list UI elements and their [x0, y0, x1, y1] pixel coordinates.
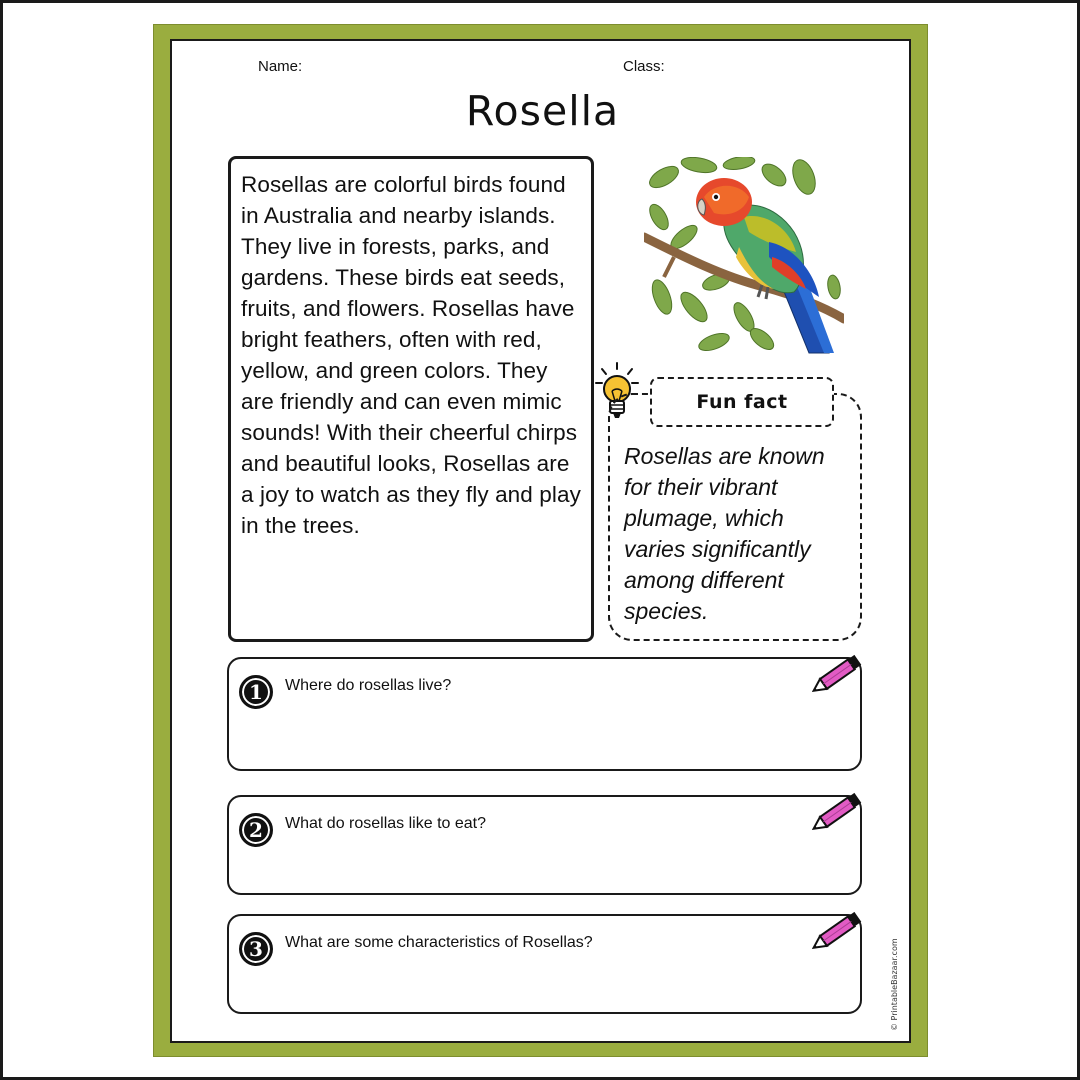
rosella-bird-image — [644, 157, 844, 355]
page-title: Rosella — [465, 87, 620, 135]
question-1-number-badge: 1 — [239, 675, 273, 709]
question-2-text: What do rosellas like to eat? — [285, 815, 486, 832]
pencil-icon — [812, 906, 866, 954]
question-1-answer-box[interactable] — [227, 657, 862, 771]
reading-passage-box — [228, 156, 594, 642]
question-3-number-badge: 3 — [239, 932, 273, 966]
worksheet-page — [170, 39, 911, 1043]
copyright-text: © PrintableBazaar.com — [890, 938, 899, 1031]
question-3-answer-box[interactable] — [227, 914, 862, 1014]
class-label: Class: — [623, 58, 665, 75]
question-3-text: What are some characteristics of Rosellas? — [285, 934, 593, 951]
name-label: Name: — [258, 58, 303, 75]
question-2-answer-box[interactable] — [227, 795, 862, 895]
fun-fact-box — [608, 393, 862, 641]
pencil-icon — [812, 787, 866, 835]
question-2-number-badge: 2 — [239, 813, 273, 847]
fun-fact-label: Fun fact — [650, 377, 834, 427]
fun-fact-text: Rosellas are known for their vibrant plumage, which varies significantly among different species. — [624, 443, 825, 624]
reading-passage-text: Rosellas are colorful birds found in Australia and nearby islands. They live in forests, parks, and gardens. These birds eat seeds, fruits, and flowers. Rosellas have bright feathers, often with red, yellow, and green colors. They are friendly and can even mimic sounds! With their cheerful chirps and beautiful looks, Rosellas are a joy to watch as they fly and play in the trees. — [241, 172, 581, 538]
question-1-text: Where do rosellas live? — [285, 677, 452, 694]
pencil-icon — [812, 649, 866, 697]
